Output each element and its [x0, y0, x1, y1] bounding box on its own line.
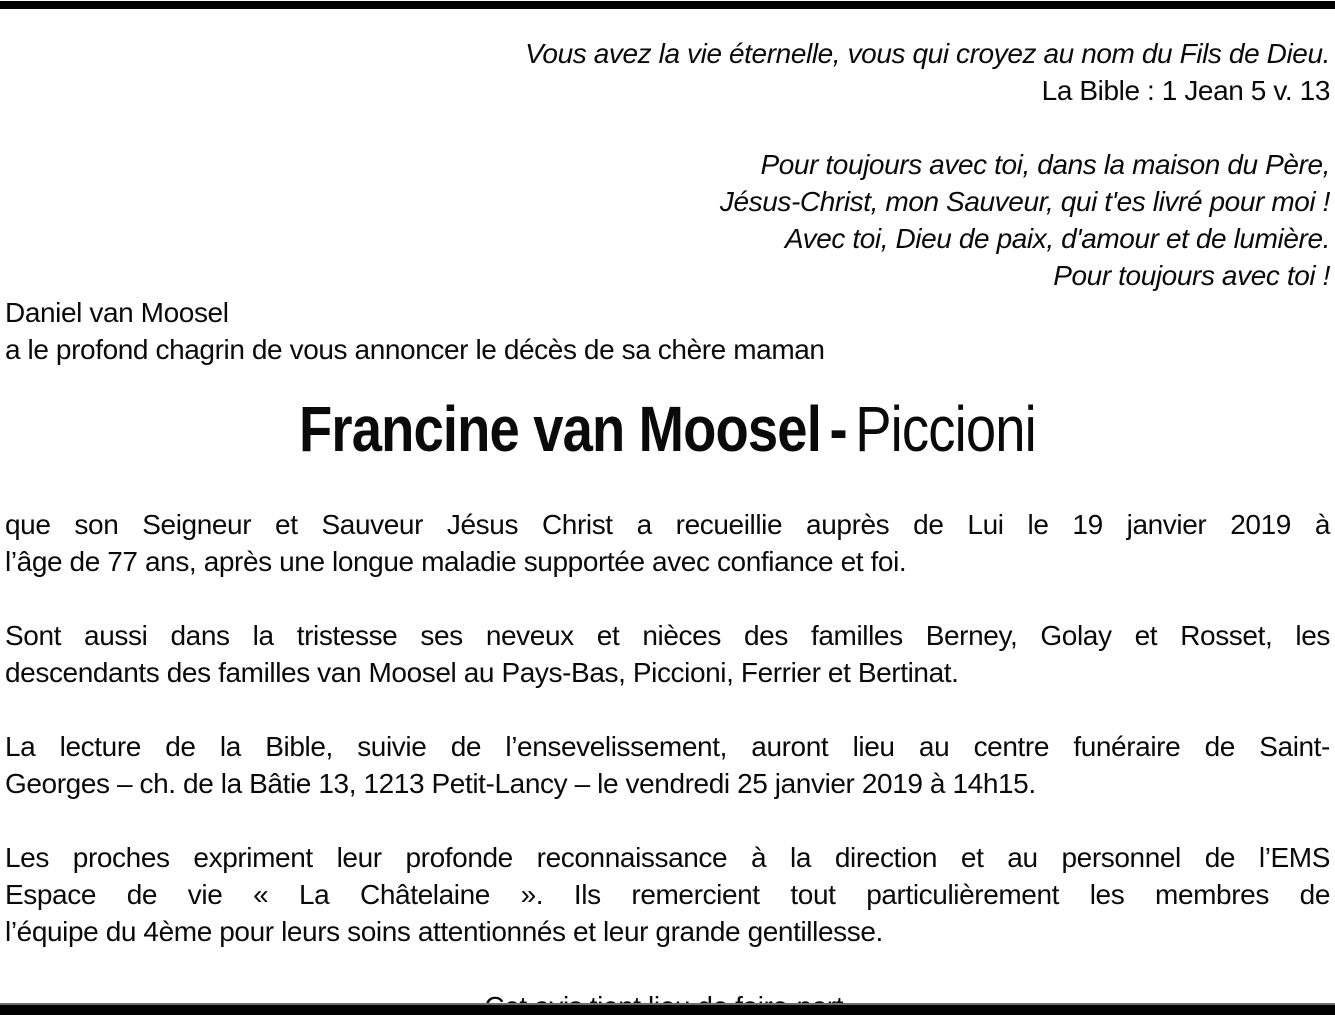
obituary-paragraph — [5, 617, 1330, 691]
paragraph-line: Espace de vie « La Châtelaine ». Ils remercient tout particulièrement les membres de — [5, 879, 1330, 910]
obituary-paragraph — [5, 728, 1330, 802]
paragraph-line: La lecture de la Bible, suivie de l’ensevelissement, auront lieu au centre funéraire de Saint- — [5, 731, 1330, 762]
obituary-paragraph — [5, 839, 1330, 950]
announcer-name: Daniel van Moosel — [5, 297, 229, 328]
poem-line: Pour toujours avec toi ! — [1053, 260, 1330, 291]
bottom-rule-bar — [0, 1003, 1335, 1015]
deceased-name-title — [5, 389, 1330, 469]
paragraph-line: Georges – ch. de la Bâtie 13, 1213 Petit-Lancy – le vendredi 25 janvier 2019 à 14h15. — [5, 768, 1036, 799]
top-rule-bar — [0, 1, 1335, 9]
bible-attribution: La Bible : 1 Jean 5 v. 13 — [1041, 75, 1330, 106]
announcement-text: a le profond chagrin de vous annoncer le décès de sa chère maman — [5, 334, 825, 365]
paragraph-line: l’équipe du 4ème pour leurs soins attentionnés et leur grande gentillesse. — [5, 916, 883, 947]
paragraph-line: Sont aussi dans la tristesse ses neveux et nièces des familles Berney, Golay et Rosset, les — [5, 620, 1330, 651]
deceased-name: Francine van Moosel — [299, 393, 822, 465]
obituary-paragraph — [5, 506, 1330, 580]
poem-block — [5, 146, 1330, 294]
paragraph-line: l’âge de 77 ans, après une longue maladie supportée avec confiance et foi. — [5, 546, 907, 577]
announcement-block — [5, 294, 1330, 368]
deceased-name-inner — [299, 389, 1036, 469]
name-separator: - — [829, 393, 847, 465]
paragraph-line: que son Seigneur et Sauveur Jésus Christ a recueillie auprès de Lui le 19 janvier 2019 à — [5, 509, 1330, 540]
paragraph-line: Les proches expriment leur profonde reconnaissance à la direction et au personnel de l’EMS — [5, 842, 1330, 873]
bible-quote-line: Vous avez la vie éternelle, vous qui croyez au nom du Fils de Dieu. — [525, 38, 1330, 69]
maiden-name: Piccioni — [855, 393, 1036, 465]
poem-line: Avec toi, Dieu de paix, d'amour et de lumière. — [784, 223, 1330, 254]
bible-quote-block — [5, 35, 1330, 109]
paragraph-line: descendants des familles van Moosel au Pays-Bas, Piccioni, Ferrier et Bertinat. — [5, 657, 959, 688]
poem-line: Jésus-Christ, mon Sauveur, qui t'es livré pour moi ! — [719, 186, 1330, 217]
poem-line: Pour toujours avec toi, dans la maison du Père, — [760, 149, 1330, 180]
notice-content — [5, 9, 1330, 1015]
